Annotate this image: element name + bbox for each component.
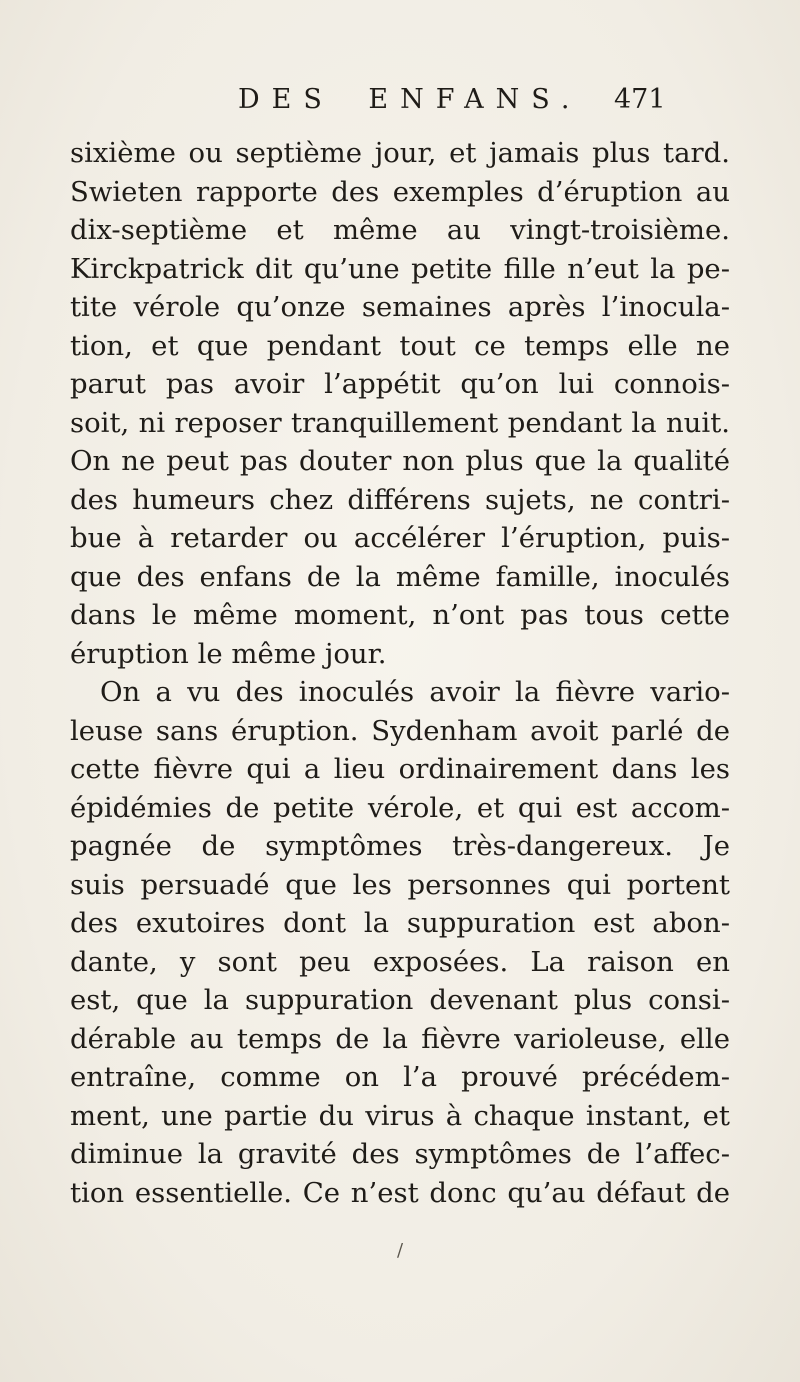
text-line: parut pas avoir l’appétit qu’on lui connois- xyxy=(70,368,730,400)
text-line: tion, et que pendant tout ce temps elle ne xyxy=(70,329,730,362)
text-line: leuse sans éruption. Sydenham avoit parlé de xyxy=(70,714,730,747)
text-line: éruption le même jour. xyxy=(70,637,387,670)
text-line: suis persuadé que les personnes qui portent xyxy=(70,868,730,901)
text-line: est, que la suppuration devenant plus consi- xyxy=(70,984,730,1016)
text-line: des humeurs chez différens sujets, ne contri- xyxy=(70,483,730,516)
text-line: sixième ou septième jour, et jamais plus tard. xyxy=(70,137,730,169)
text-line: pagnée de symptômes très-dangereux. Je xyxy=(70,830,730,862)
page-number: 471 xyxy=(614,84,666,115)
paragraph-first-line: On a vu des inoculés avoir la fièvre vario- xyxy=(100,676,730,708)
text-line: ment, une partie du virus à chaque instant, et xyxy=(70,1099,730,1132)
text-line: Kirckpatrick dit qu’une petite fille n’eut la pe- xyxy=(70,252,730,285)
running-head xyxy=(238,84,678,116)
text-line: dix-septième et même au vingt-troisième. xyxy=(70,214,730,246)
text-line: cette fièvre qui a lieu ordinairement dans les xyxy=(70,753,730,785)
text-line: épidémies de petite vérole, et qui est accom- xyxy=(70,791,730,824)
text-line: On ne peut pas douter non plus que la qualité xyxy=(70,445,730,477)
running-title: DES ENFANS. xyxy=(238,84,582,115)
body-text xyxy=(70,134,730,1212)
text-line: que des enfans de la même famille, inoculés xyxy=(70,560,730,593)
text-line: soit, ni reposer tranquillement pendant la nuit. xyxy=(70,406,730,439)
text-line: tite vérole qu’onze semaines après l’inocula- xyxy=(70,291,730,323)
text-line: dante, y sont peu exposées. La raison en xyxy=(70,945,730,978)
text-line: dérable au temps de la fièvre varioleuse, elle xyxy=(70,1022,730,1055)
text-line: Swieten rapporte des exemples d’éruption au xyxy=(70,175,730,208)
text-line: entraîne, comme on l’a prouvé précédem- xyxy=(70,1061,730,1093)
text-line: tion essentielle. Ce n’est donc qu’au défaut de xyxy=(70,1176,730,1209)
stray-mark: / xyxy=(397,1240,404,1261)
text-line: bue à retarder ou accélérer l’éruption, puis- xyxy=(70,522,730,554)
text-line: dans le même moment, n’ont pas tous cette xyxy=(70,599,730,631)
text-line: diminue la gravité des symptômes de l’affec- xyxy=(70,1138,730,1170)
text-line: des exutoires dont la suppuration est abon- xyxy=(70,907,730,939)
